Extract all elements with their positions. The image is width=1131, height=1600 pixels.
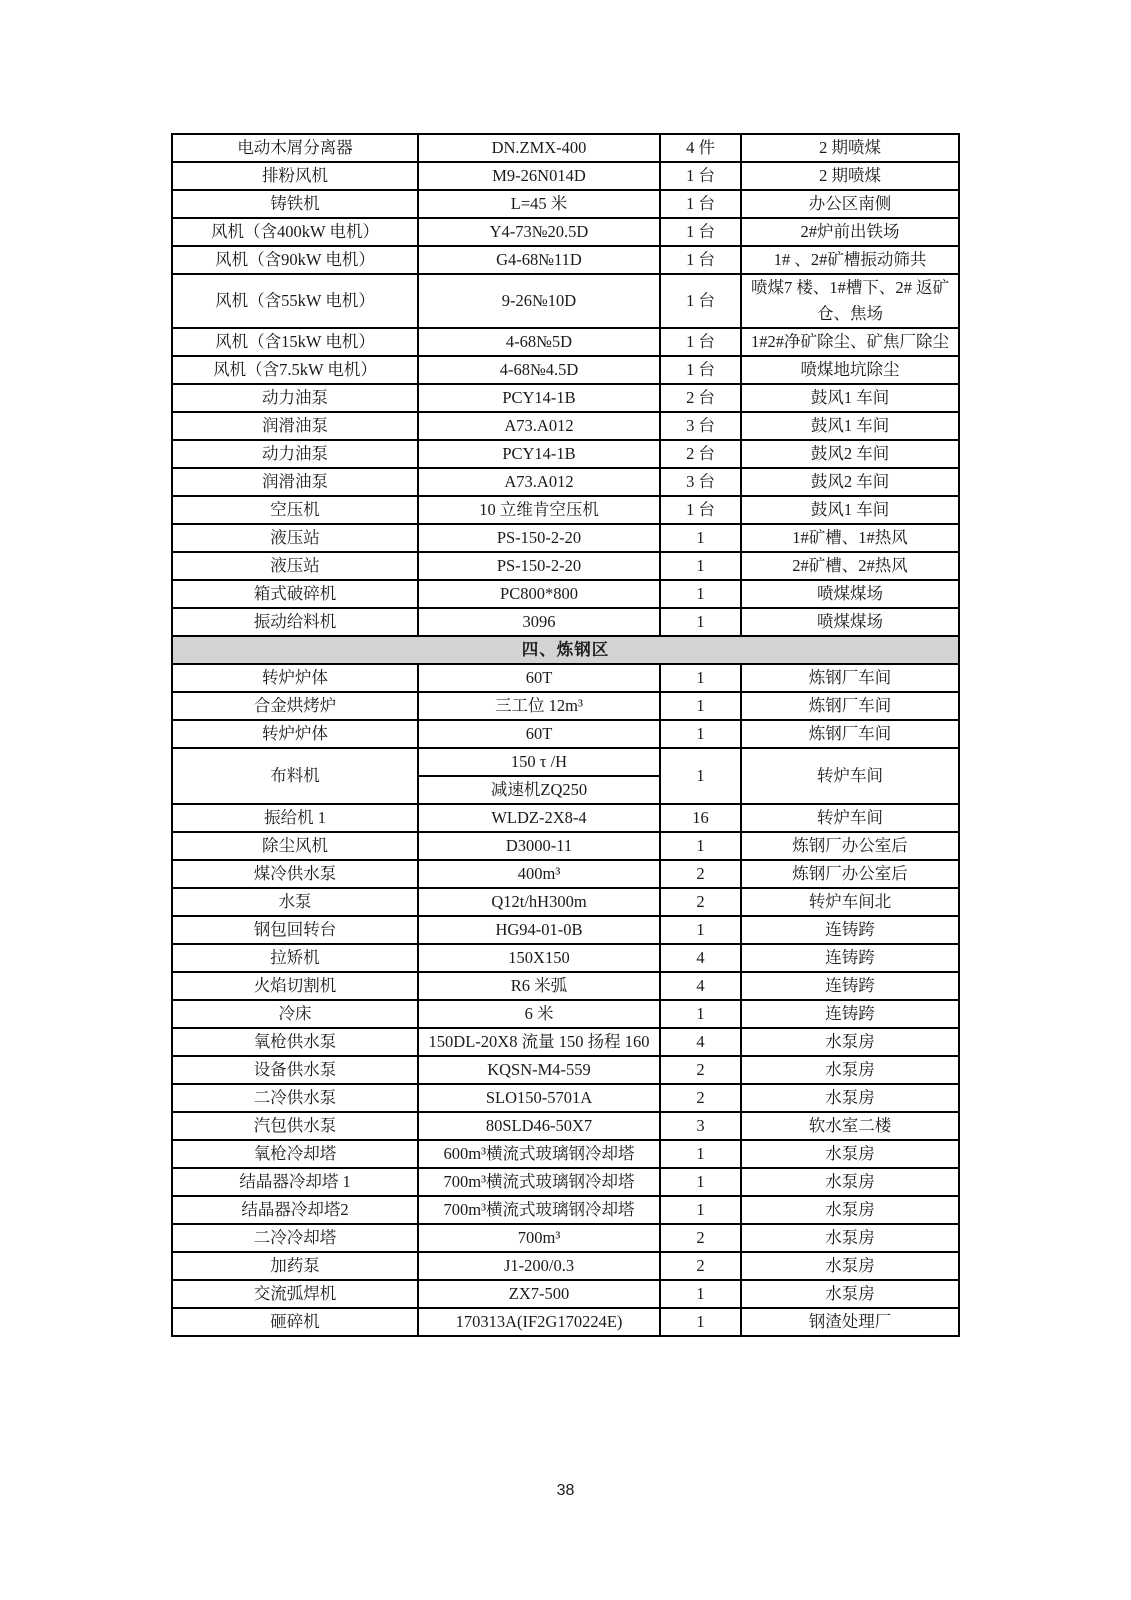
location-cell: 1#2#净矿除尘、矿焦厂除尘 (741, 328, 959, 356)
location-cell: 1# 、2#矿槽振动筛共 (741, 246, 959, 274)
model-spec-cell: 700m³横流式玻璃钢冷却塔 (418, 1168, 660, 1196)
equipment-name-cell: 二冷供水泵 (172, 1084, 418, 1112)
equipment-name-cell: 铸铁机 (172, 190, 418, 218)
equipment-name-cell: 振动给料机 (172, 608, 418, 636)
location-cell: 水泵房 (741, 1140, 959, 1168)
location-cell: 炼钢厂车间 (741, 664, 959, 692)
model-spec-cell: M9-26N014D (418, 162, 660, 190)
model-spec-cell: DN.ZMX-400 (418, 134, 660, 162)
model-spec-cell: 减速机ZQ250 (418, 776, 660, 804)
model-spec-cell: 600m³横流式玻璃钢冷却塔 (418, 1140, 660, 1168)
table-row (172, 552, 959, 580)
model-spec-cell: PCY14-1B (418, 440, 660, 468)
model-spec-cell: ZX7-500 (418, 1280, 660, 1308)
quantity-cell: 3 (660, 1112, 741, 1140)
model-spec-cell: HG94-01-0B (418, 916, 660, 944)
quantity-cell: 2 (660, 1084, 741, 1112)
table-row (172, 1000, 959, 1028)
table-row (172, 412, 959, 440)
quantity-cell: 1 (660, 692, 741, 720)
quantity-cell: 1 台 (660, 162, 741, 190)
quantity-cell: 1 台 (660, 190, 741, 218)
model-spec-cell: SLO150-5701A (418, 1084, 660, 1112)
table-row (172, 356, 959, 384)
table-row (172, 916, 959, 944)
equipment-name-cell: 液压站 (172, 524, 418, 552)
quantity-cell: 2 (660, 1252, 741, 1280)
model-spec-cell: PCY14-1B (418, 384, 660, 412)
table-row (172, 1280, 959, 1308)
model-spec-cell: 三工位 12m³ (418, 692, 660, 720)
table-row (172, 524, 959, 552)
location-cell: 鼓风2 车间 (741, 440, 959, 468)
equipment-name-cell: 氧枪供水泵 (172, 1028, 418, 1056)
model-spec-cell: J1-200/0.3 (418, 1252, 660, 1280)
location-cell: 喷煤7 楼、1#槽下、2# 返矿仓、焦场 (741, 274, 959, 328)
table-row (172, 190, 959, 218)
location-cell: 炼钢厂办公室后 (741, 860, 959, 888)
equipment-name-cell: 转炉炉体 (172, 664, 418, 692)
equipment-name-cell: 风机（含400kW 电机） (172, 218, 418, 246)
table-row (172, 1084, 959, 1112)
location-cell: 1#矿槽、1#热风 (741, 524, 959, 552)
location-cell: 2#矿槽、2#热风 (741, 552, 959, 580)
table-row (172, 1112, 959, 1140)
table-row (172, 608, 959, 636)
location-cell: 转炉车间北 (741, 888, 959, 916)
table-row (172, 860, 959, 888)
page-number: 38 (556, 1482, 575, 1499)
location-cell: 转炉车间 (741, 748, 959, 804)
table-row (172, 1140, 959, 1168)
equipment-name-cell: 水泵 (172, 888, 418, 916)
location-cell: 水泵房 (741, 1280, 959, 1308)
table-row (172, 1056, 959, 1084)
location-cell: 喷煤地坑除尘 (741, 356, 959, 384)
quantity-cell: 1 台 (660, 328, 741, 356)
equipment-name-cell: 拉矫机 (172, 944, 418, 972)
model-spec-cell: KQSN-M4-559 (418, 1056, 660, 1084)
model-spec-cell: 9-26№10D (418, 274, 660, 328)
equipment-name-cell: 冷床 (172, 1000, 418, 1028)
equipment-name-cell: 润滑油泵 (172, 468, 418, 496)
quantity-cell: 1 (660, 1000, 741, 1028)
equipment-name-cell: 二冷冷却塔 (172, 1224, 418, 1252)
location-cell: 喷煤煤场 (741, 608, 959, 636)
equipment-name-cell: 动力油泵 (172, 440, 418, 468)
quantity-cell: 2 (660, 1224, 741, 1252)
location-cell: 炼钢厂车间 (741, 692, 959, 720)
equipment-name-cell: 砸碎机 (172, 1308, 418, 1336)
equipment-table (171, 133, 960, 1337)
equipment-name-cell: 风机（含15kW 电机） (172, 328, 418, 356)
model-spec-cell: 60T (418, 720, 660, 748)
quantity-cell: 1 (660, 552, 741, 580)
equipment-name-cell: 合金烘烤炉 (172, 692, 418, 720)
quantity-cell: 2 (660, 888, 741, 916)
model-spec-cell: 4-68№5D (418, 328, 660, 356)
location-cell: 软水室二楼 (741, 1112, 959, 1140)
model-spec-cell: 150DL-20X8 流量 150 扬程 160 (418, 1028, 660, 1056)
section-header-title: 四、炼钢区 (172, 636, 959, 664)
quantity-cell: 1 (660, 1280, 741, 1308)
table-row (172, 274, 959, 328)
model-spec-cell: D3000-11 (418, 832, 660, 860)
table-row (172, 580, 959, 608)
location-cell: 连铸跨 (741, 944, 959, 972)
location-cell: 办公区南侧 (741, 190, 959, 218)
location-cell: 水泵房 (741, 1056, 959, 1084)
quantity-cell: 1 (660, 580, 741, 608)
table-row (172, 804, 959, 832)
model-spec-cell: L=45 米 (418, 190, 660, 218)
location-cell: 连铸跨 (741, 1000, 959, 1028)
table-row (172, 888, 959, 916)
location-cell: 2#炉前出铁场 (741, 218, 959, 246)
table-row (172, 1252, 959, 1280)
equipment-name-cell: 钢包回转台 (172, 916, 418, 944)
location-cell: 连铸跨 (741, 916, 959, 944)
location-cell: 2 期喷煤 (741, 162, 959, 190)
model-spec-cell: G4-68№11D (418, 246, 660, 274)
equipment-name-cell: 排粉风机 (172, 162, 418, 190)
location-cell: 鼓风1 车间 (741, 496, 959, 524)
model-spec-cell: 60T (418, 664, 660, 692)
location-cell: 鼓风1 车间 (741, 412, 959, 440)
location-cell: 2 期喷煤 (741, 134, 959, 162)
model-spec-cell: A73.A012 (418, 468, 660, 496)
model-spec-cell: PS-150-2-20 (418, 524, 660, 552)
table-row (172, 496, 959, 524)
location-cell: 钢渣处理厂 (741, 1308, 959, 1336)
model-spec-cell: 4-68№4.5D (418, 356, 660, 384)
location-cell: 水泵房 (741, 1168, 959, 1196)
model-spec-cell: 400m³ (418, 860, 660, 888)
equipment-name-cell: 汽包供水泵 (172, 1112, 418, 1140)
quantity-cell: 1 台 (660, 356, 741, 384)
table-row (172, 246, 959, 274)
model-spec-cell: Q12t/hH300m (418, 888, 660, 916)
location-cell: 水泵房 (741, 1196, 959, 1224)
equipment-name-cell: 风机（含55kW 电机） (172, 274, 418, 328)
quantity-cell: 1 (660, 748, 741, 804)
equipment-name-cell: 动力油泵 (172, 384, 418, 412)
table-row (172, 134, 959, 162)
location-cell: 炼钢厂办公室后 (741, 832, 959, 860)
table-row (172, 664, 959, 692)
table-row (172, 1224, 959, 1252)
table-row (172, 832, 959, 860)
equipment-name-cell: 风机（含7.5kW 电机） (172, 356, 418, 384)
quantity-cell: 1 台 (660, 274, 741, 328)
quantity-cell: 1 (660, 608, 741, 636)
equipment-name-cell: 结晶器冷却塔2 (172, 1196, 418, 1224)
table-row (172, 1028, 959, 1056)
quantity-cell: 1 台 (660, 246, 741, 274)
location-cell: 水泵房 (741, 1224, 959, 1252)
table-row (172, 692, 959, 720)
quantity-cell: 1 (660, 720, 741, 748)
model-spec-cell: 150X150 (418, 944, 660, 972)
table-row (172, 972, 959, 1000)
model-spec-cell: R6 米弧 (418, 972, 660, 1000)
equipment-name-cell: 转炉炉体 (172, 720, 418, 748)
quantity-cell: 1 (660, 832, 741, 860)
equipment-name-cell: 除尘风机 (172, 832, 418, 860)
quantity-cell: 4 (660, 944, 741, 972)
quantity-cell: 1 (660, 524, 741, 552)
quantity-cell: 1 台 (660, 496, 741, 524)
model-spec-cell: 700m³ (418, 1224, 660, 1252)
model-spec-cell: PC800*800 (418, 580, 660, 608)
quantity-cell: 16 (660, 804, 741, 832)
location-cell: 鼓风1 车间 (741, 384, 959, 412)
table-row (172, 384, 959, 412)
table-row (172, 1308, 959, 1336)
location-cell: 水泵房 (741, 1028, 959, 1056)
equipment-name-cell: 结晶器冷却塔 1 (172, 1168, 418, 1196)
equipment-name-cell: 布料机 (172, 748, 418, 804)
quantity-cell: 4 件 (660, 134, 741, 162)
equipment-name-cell: 空压机 (172, 496, 418, 524)
equipment-name-cell: 润滑油泵 (172, 412, 418, 440)
quantity-cell: 1 (660, 664, 741, 692)
model-spec-cell: WLDZ-2X8-4 (418, 804, 660, 832)
location-cell: 炼钢厂车间 (741, 720, 959, 748)
model-spec-cell: Y4-73№20.5D (418, 218, 660, 246)
equipment-name-cell: 火焰切割机 (172, 972, 418, 1000)
equipment-name-cell: 煤冷供水泵 (172, 860, 418, 888)
location-cell: 鼓风2 车间 (741, 468, 959, 496)
model-spec-cell: 80SLD46-50X7 (418, 1112, 660, 1140)
quantity-cell: 4 (660, 972, 741, 1000)
quantity-cell: 3 台 (660, 412, 741, 440)
model-spec-cell: 170313A(IF2G170224E) (418, 1308, 660, 1336)
quantity-cell: 1 (660, 916, 741, 944)
table-row (172, 748, 959, 776)
quantity-cell: 1 (660, 1168, 741, 1196)
model-spec-cell: 10 立维肯空压机 (418, 496, 660, 524)
equipment-name-cell: 风机（含90kW 电机） (172, 246, 418, 274)
quantity-cell: 1 (660, 1140, 741, 1168)
table-row (172, 440, 959, 468)
equipment-name-cell: 电动木屑分离器 (172, 134, 418, 162)
table-row (172, 218, 959, 246)
equipment-name-cell: 加药泵 (172, 1252, 418, 1280)
equipment-table-body (172, 134, 959, 1336)
model-spec-cell: PS-150-2-20 (418, 552, 660, 580)
equipment-name-cell: 振给机 1 (172, 804, 418, 832)
location-cell: 转炉车间 (741, 804, 959, 832)
table-row (172, 944, 959, 972)
quantity-cell: 2 台 (660, 384, 741, 412)
model-spec-cell: 3096 (418, 608, 660, 636)
location-cell: 水泵房 (741, 1252, 959, 1280)
model-spec-cell: 150 τ /H (418, 748, 660, 776)
equipment-name-cell: 液压站 (172, 552, 418, 580)
quantity-cell: 3 台 (660, 468, 741, 496)
equipment-name-cell: 氧枪冷却塔 (172, 1140, 418, 1168)
table-row (172, 162, 959, 190)
quantity-cell: 2 (660, 860, 741, 888)
model-spec-cell: A73.A012 (418, 412, 660, 440)
location-cell: 连铸跨 (741, 972, 959, 1000)
equipment-name-cell: 交流弧焊机 (172, 1280, 418, 1308)
quantity-cell: 1 台 (660, 218, 741, 246)
table-row (172, 468, 959, 496)
table-row (172, 1196, 959, 1224)
section-header-row (172, 636, 959, 664)
quantity-cell: 2 (660, 1056, 741, 1084)
quantity-cell: 1 (660, 1308, 741, 1336)
table-row (172, 328, 959, 356)
location-cell: 喷煤煤场 (741, 580, 959, 608)
quantity-cell: 4 (660, 1028, 741, 1056)
table-row (172, 1168, 959, 1196)
equipment-name-cell: 设备供水泵 (172, 1056, 418, 1084)
equipment-name-cell: 箱式破碎机 (172, 580, 418, 608)
quantity-cell: 1 (660, 1196, 741, 1224)
model-spec-cell: 6 米 (418, 1000, 660, 1028)
quantity-cell: 2 台 (660, 440, 741, 468)
table-row (172, 720, 959, 748)
model-spec-cell: 700m³横流式玻璃钢冷却塔 (418, 1196, 660, 1224)
location-cell: 水泵房 (741, 1084, 959, 1112)
